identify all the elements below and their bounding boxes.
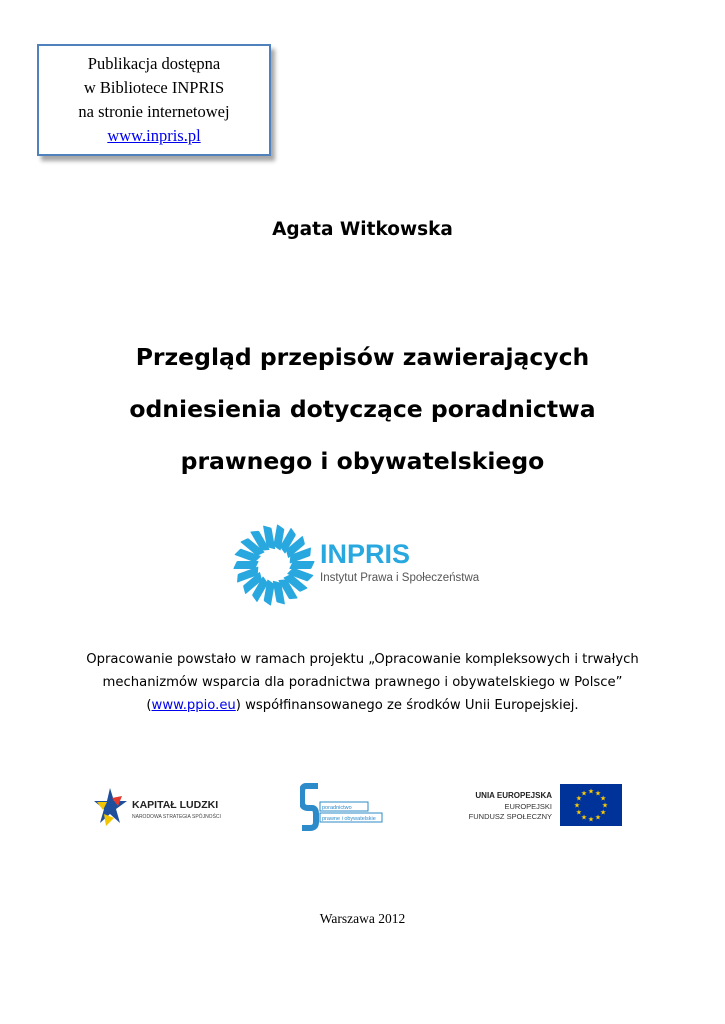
- eu-star: ★: [580, 789, 588, 798]
- title-line-1: Przegląd przepisów zawierających: [135, 343, 590, 371]
- kapital-ludzki-title: KAPITAŁ LUDZKI: [132, 799, 219, 811]
- ppio-line-1: poradnictwo: [322, 805, 352, 811]
- eu-logo: [462, 782, 624, 830]
- place-and-year: Warszawa 2012: [319, 911, 406, 926]
- inpris-logo: [228, 515, 496, 615]
- inpris-logo-subtitle: Instytut Prawa i Społeczeństwa: [320, 572, 480, 584]
- inpris-website-link[interactable]: www.inpris.pl: [107, 126, 201, 145]
- author-name: Agata Witkowska: [272, 219, 453, 240]
- sunburst-ray: [233, 561, 259, 569]
- eu-star: ★: [573, 801, 581, 810]
- eu-star: ★: [575, 808, 583, 817]
- eu-star: ★: [587, 787, 595, 796]
- eu-star: ★: [599, 794, 607, 803]
- inpris-logo-name: INPRIS: [320, 539, 411, 569]
- eu-star: ★: [587, 815, 595, 824]
- title-line-2: odniesienia dotyczące poradnictwa: [129, 395, 596, 423]
- eu-star: ★: [580, 813, 588, 822]
- sponsor-logos: [0, 778, 725, 838]
- ppio-link[interactable]: www.ppio.eu: [151, 698, 236, 713]
- title-line-3: prawnego i obywatelskiego: [180, 447, 545, 475]
- publication-line-2: w Bibliotece INPRIS: [83, 78, 225, 97]
- sunburst-icon: [233, 524, 315, 606]
- eu-star: ★: [601, 801, 609, 810]
- eu-line-3: FUNDUSZ SPOŁECZNY: [468, 812, 552, 821]
- publication-line-3: na stronie internetowej: [78, 102, 230, 121]
- description-text-before: Opracowanie powstało w ramach projektu „Opracowanie kompleksowych i trwałych mechanizmów wsparcia dla poradnictwa prawnego i obywatelskiego w Polsce” (: [86, 652, 639, 713]
- publication-line-1: Publikacja dostępna: [87, 54, 221, 73]
- eu-star: ★: [599, 808, 607, 817]
- eu-line-2: EUROPEJSKI: [504, 802, 552, 811]
- s-shape-icon: [302, 786, 318, 828]
- project-description: [60, 648, 665, 717]
- ppio-logo: [300, 782, 386, 834]
- eu-star: ★: [575, 794, 583, 803]
- kapital-ludzki-logo: [92, 784, 232, 830]
- kapital-ludzki-subtitle: NARODOWA STRATEGIA SPÓJNOŚCI: [132, 814, 221, 820]
- ppio-line-2: prawne i obywatelskie: [322, 816, 376, 822]
- publication-box: [37, 44, 271, 156]
- eu-star: ★: [594, 789, 602, 798]
- star-icon: [94, 788, 127, 826]
- eu-line-1: UNIA EUROPEJSKA: [475, 791, 552, 800]
- eu-star: ★: [594, 813, 602, 822]
- description-text-after: ) współfinansowanego ze środków Unii Europejskiej.: [235, 698, 579, 713]
- document-title: [0, 331, 725, 487]
